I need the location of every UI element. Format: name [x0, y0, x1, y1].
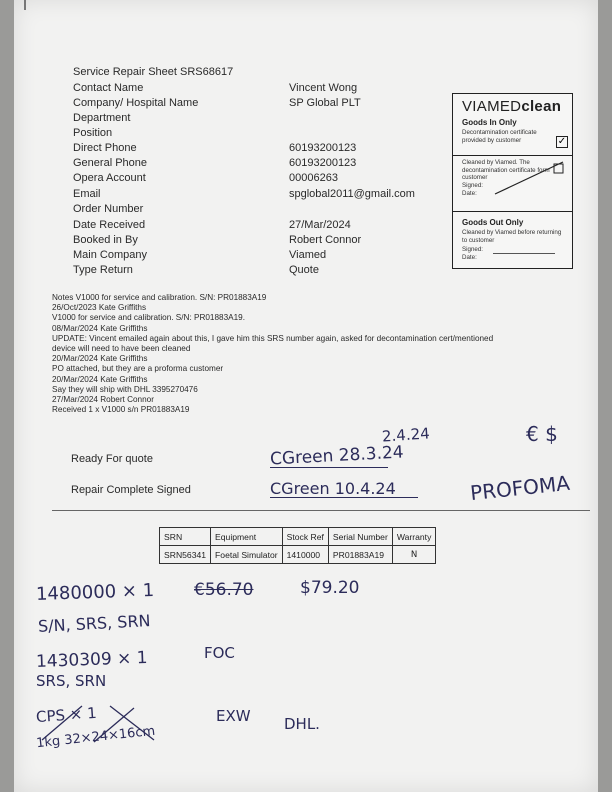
booked-in-by-label: Booked in By [73, 234, 138, 246]
goods-in-title: Goods In Only [462, 118, 517, 127]
note-line: Say they will ship with DHL 3395270476 [52, 384, 198, 394]
stamp-signed-label: Signed: [462, 182, 483, 189]
contact-name-label: Contact Name [73, 82, 144, 94]
type-return-label: Type Return [73, 264, 133, 276]
goods-out-text: Cleaned by Viamed before returning to customer [462, 229, 562, 244]
note-line: Received 1 x V1000 s/n PR01883A19 [52, 405, 190, 415]
table-cell: 1410000 [282, 546, 328, 564]
date-received-label: Date Received [73, 219, 146, 231]
handwritten-price: $79.20 [300, 578, 360, 598]
contact-name-value: Vincent Wong [289, 82, 358, 94]
table-cell: PR01883A19 [328, 546, 392, 564]
column-header: Warranty [392, 528, 436, 546]
stamp-brand [462, 98, 561, 115]
handwritten-line-4: SRS, SRN [36, 672, 107, 690]
signature-underline-2 [270, 497, 418, 498]
scan-mark [24, 0, 26, 10]
stamp-brand-viamed: VIAMED [462, 98, 522, 115]
note-line: 20/Mar/2024 Kate Griffiths [52, 374, 148, 384]
note-line: PO attached, but they are a proforma customer [52, 364, 224, 374]
handwritten-line-2: S/N, SRS, SRN [37, 611, 151, 636]
ready-for-quote-label: Ready For quote [71, 453, 153, 465]
company-value: SP Global PLT [289, 97, 361, 109]
equipment-table [159, 527, 436, 564]
handwritten-foc: FOC [204, 644, 235, 662]
quote-signature: CGreen 28.3.24 [269, 442, 405, 470]
handwritten-line-6: 1kg 32×24×16cm [35, 723, 156, 752]
position-label: Position [73, 127, 113, 139]
stamp-date-label-2: Date: [462, 254, 477, 261]
table-cell: SRN56341 [160, 546, 211, 564]
general-phone-value: 60193200123 [289, 157, 357, 169]
section-divider [52, 510, 590, 511]
table-row [160, 546, 436, 564]
note-line: device will need to have been cleaned [52, 344, 191, 354]
sheet-title: Service Repair Sheet SRS68617 [73, 66, 234, 78]
handwritten-proforma: PROFOMA [469, 470, 571, 506]
table-cell: N [392, 546, 436, 564]
stamp-date-label: Date: [462, 190, 477, 197]
date-received-value: 27/Mar/2024 [289, 219, 351, 231]
cross-out-scribble-icon [34, 700, 214, 750]
document-page [14, 0, 598, 792]
main-company-value: Viamed [289, 249, 327, 261]
order-number-label: Order Number [73, 203, 144, 215]
diagonal-cross-out-icon [493, 160, 565, 196]
stamp-brand-clean: clean [521, 98, 562, 115]
viamed-clean-stamp [452, 93, 573, 269]
note-line: Notes V1000 for service and calibration. S/N: PR01883A19 [52, 293, 267, 302]
stamp-signed-label-2: Signed: [462, 246, 483, 253]
column-header: Equipment [211, 528, 283, 546]
cleaned-text: Cleaned by Viamed. The decontamination certificate form customer [462, 159, 550, 181]
main-company-label: Main Company [73, 249, 147, 261]
direct-phone-value: 60193200123 [289, 142, 357, 154]
note-line: 20/Mar/2024 Kate Griffiths [52, 354, 148, 364]
repair-complete-label: Repair Complete Signed [71, 484, 191, 496]
email-value: spglobal2011@gmail.com [289, 188, 415, 200]
goods-out-title: Goods Out Only [462, 218, 524, 227]
checkbox-checked-icon: ✓ [557, 136, 567, 147]
column-header: Stock Ref [282, 528, 328, 546]
notes-section [52, 293, 493, 415]
handwritten-date: 2.4.24 [381, 424, 431, 446]
note-line: 27/Mar/2024 Robert Connor [52, 395, 154, 405]
note-line: 08/Mar/2024 Kate Griffiths [52, 323, 148, 333]
handwritten-line-3: 1430309 × 1 [35, 648, 148, 672]
column-header: Serial Number [328, 528, 392, 546]
direct-phone-label: Direct Phone [73, 142, 137, 154]
handwritten-line-5: CPS × 1 [35, 703, 98, 727]
email-label: Email [73, 188, 101, 200]
goods-in-text: Decontamination certificate provided by customer [462, 129, 537, 144]
signature-underline [270, 467, 388, 468]
note-line: V1000 for service and calibration. S/N: PR01883A19. [52, 313, 245, 323]
opera-account-label: Opera Account [73, 172, 146, 184]
opera-account-value: 00006263 [289, 172, 338, 184]
note-line: 26/Oct/2023 Kate Griffiths [52, 303, 147, 313]
table-cell: Foetal Simulator [211, 546, 283, 564]
handwritten-struck-price: €56.70 [194, 580, 254, 600]
stamp-divider-1 [453, 155, 572, 156]
handwritten-exw: EXW [216, 707, 251, 725]
column-header: SRN [160, 528, 211, 546]
company-label: Company/ Hospital Name [73, 97, 199, 109]
stamp-divider-2 [453, 211, 572, 212]
department-label: Department [73, 112, 131, 124]
handwritten-line-1: 1480000 × 1 [35, 579, 155, 606]
type-return-value: Quote [289, 264, 319, 276]
complete-signature: CGreen 10.4.24 [270, 479, 396, 498]
handwritten-dhl: DHL. [284, 715, 320, 733]
general-phone-label: General Phone [73, 157, 147, 169]
handwritten-currency: € $ [526, 422, 558, 446]
table-header-row [160, 528, 436, 546]
booked-in-by-value: Robert Connor [289, 234, 362, 246]
note-line: UPDATE: Vincent emailed again about this, I gave him this SRS number again, asked for decontamination cert/mentioned [52, 333, 494, 343]
